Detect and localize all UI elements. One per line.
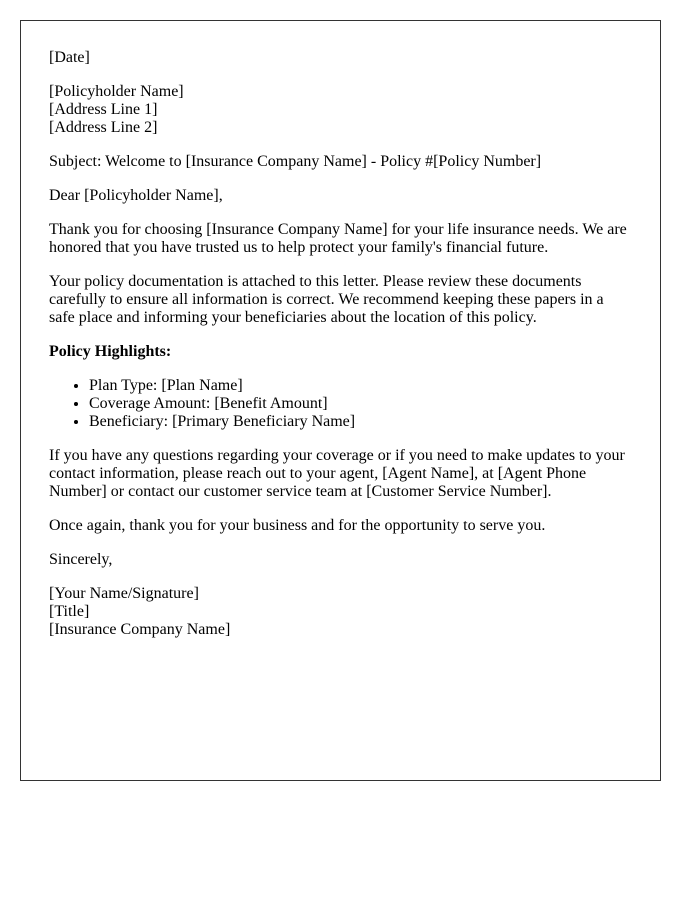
signature-company: [Insurance Company Name] <box>49 621 231 638</box>
highlights-heading: Policy Highlights: <box>49 343 172 360</box>
signature-block <box>49 585 632 639</box>
signature-title: [Title] <box>49 603 90 620</box>
body-paragraph: Once again, thank you for your business and for the opportunity to serve you. <box>49 517 546 534</box>
date: [Date] <box>49 49 90 66</box>
body-paragraph: Your policy documentation is attached to this letter. Please review these documents carefully to ensure all information is correct. We recommend keeping these papers in a safe place and informing your beneficiaries about the location of this policy. <box>49 273 604 326</box>
recipient-name: [Policyholder Name] <box>49 83 184 100</box>
highlights-list <box>49 377 632 431</box>
list-item: • Coverage Amount: [Benefit Amount] <box>89 395 632 413</box>
address-line-1: [Address Line 1] <box>49 101 158 118</box>
salutation: Dear [Policyholder Name], <box>49 187 223 204</box>
body-paragraph: Thank you for choosing [Insurance Company Name] for your life insurance needs. We are honored that you have trusted us to help protect your family's financial future. <box>49 221 627 256</box>
letter <box>20 20 661 781</box>
signoff: Sincerely, <box>49 551 113 568</box>
list-item: • Plan Type: [Plan Name] <box>89 377 632 395</box>
body-paragraph: If you have any questions regarding your coverage or if you need to make updates to your contact information, please reach out to your agent, [Agent Name], at [Agent Phone Number] or contact our customer service team at [Customer Service Number]. <box>49 447 625 500</box>
signature-name: [Your Name/Signature] <box>49 585 199 602</box>
subject: Subject: Welcome to [Insurance Company Name] - Policy #[Policy Number] <box>49 153 542 170</box>
recipient-address <box>49 83 632 137</box>
address-line-2: [Address Line 2] <box>49 119 158 136</box>
list-item: • Beneficiary: [Primary Beneficiary Name] <box>89 413 632 431</box>
